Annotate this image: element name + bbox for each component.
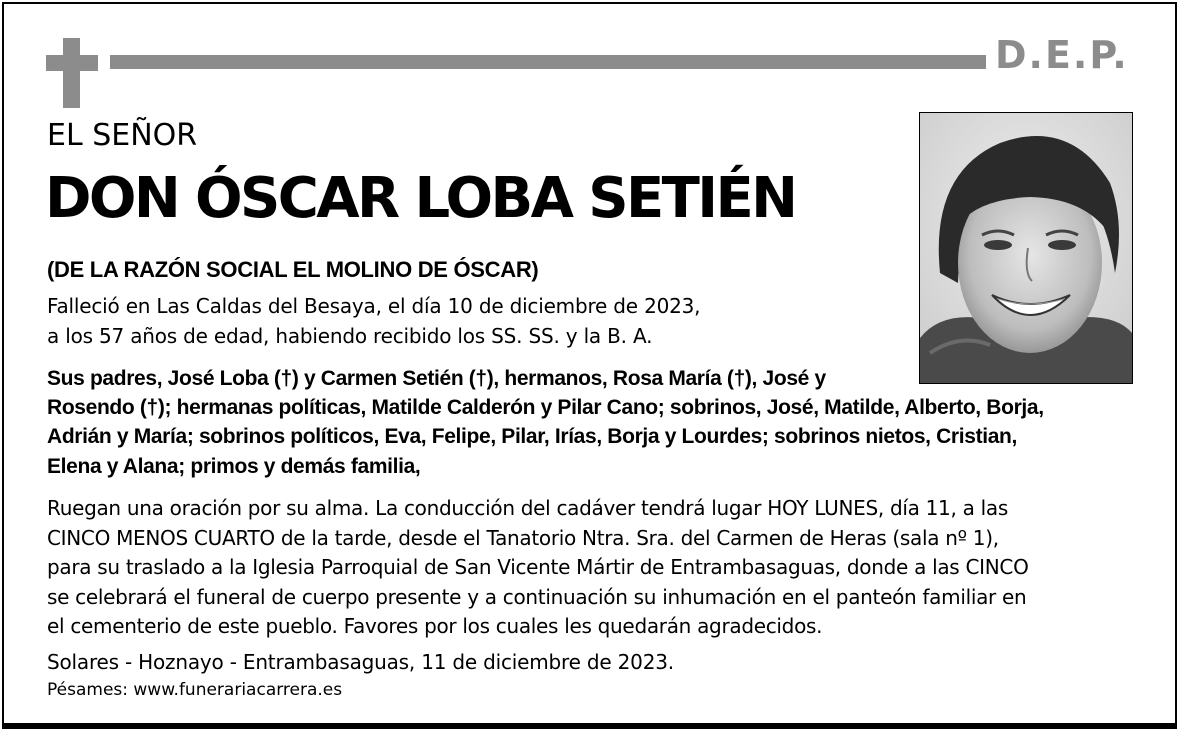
family-list (47, 364, 1127, 481)
family-line: Adrián y María; sobrinos políticos, Eva, Felipe, Pilar, Irías, Borja y Lourdes; sobrinos nietos, Cristian, (47, 425, 1017, 449)
death-line: a los 57 años de edad, habiendo recibido los SS. SS. y la B. A. (47, 324, 653, 348)
cross-icon-bar (46, 55, 98, 71)
family-line: Rosendo (†); hermanas políticas, Matilde Calderón y Pilar Cano; sobrinos, José, Matilde, Alberto, Borja, (47, 396, 1044, 420)
company-note: (DE LA RAZÓN SOCIAL EL MOLINO DE ÓSCAR) (47, 257, 539, 282)
service-line: Ruegan una oración por su alma. La conducción del cadáver tendrá lugar HOY LUNES, día 11, a las (47, 496, 1008, 520)
header-rule (110, 55, 986, 69)
service-line: CINCO MENOS CUARTO de la tarde, desde el Tanatorio Ntra. Sra. del Carmen de Heras (sala nº 1), (47, 525, 999, 550)
honorific: EL SEÑOR (47, 118, 198, 153)
death-line: Falleció en Las Caldas del Besaya, el día 10 de diciembre de 2023, (47, 294, 701, 318)
cross-icon (63, 38, 80, 108)
service-line: para su traslado a la Iglesia Parroquial de San Vicente Mártir de Entrambasaguas, donde a las CINCO (47, 555, 1029, 580)
family-line: Sus padres, José Loba (†) y Carmen Setién (†), hermanos, Rosa María (†), José y (47, 367, 826, 390)
service-line: se celebrará el funeral de cuerpo presente y a continuación su inhumación en el panteón familiar en (47, 584, 1027, 609)
condolences-link: Pésames: www.funerariacarrera.es (47, 680, 343, 700)
family-line: Elena y Alana; primos y demás familia, (47, 454, 421, 478)
service-details (47, 494, 1029, 642)
portrait-photo (919, 112, 1133, 384)
deceased-name: DON ÓSCAR LOBA SETIÉN (45, 166, 796, 231)
place-date: Solares - Hoznayo - Entrambasaguas, 11 de diciembre de 2023. (47, 650, 674, 674)
death-details (47, 291, 700, 351)
service-line: el cementerio de este pueblo. Favores por los cuales les quedarán agradecidos. (47, 614, 823, 639)
dep-heading: D.E.P. (995, 33, 1129, 77)
